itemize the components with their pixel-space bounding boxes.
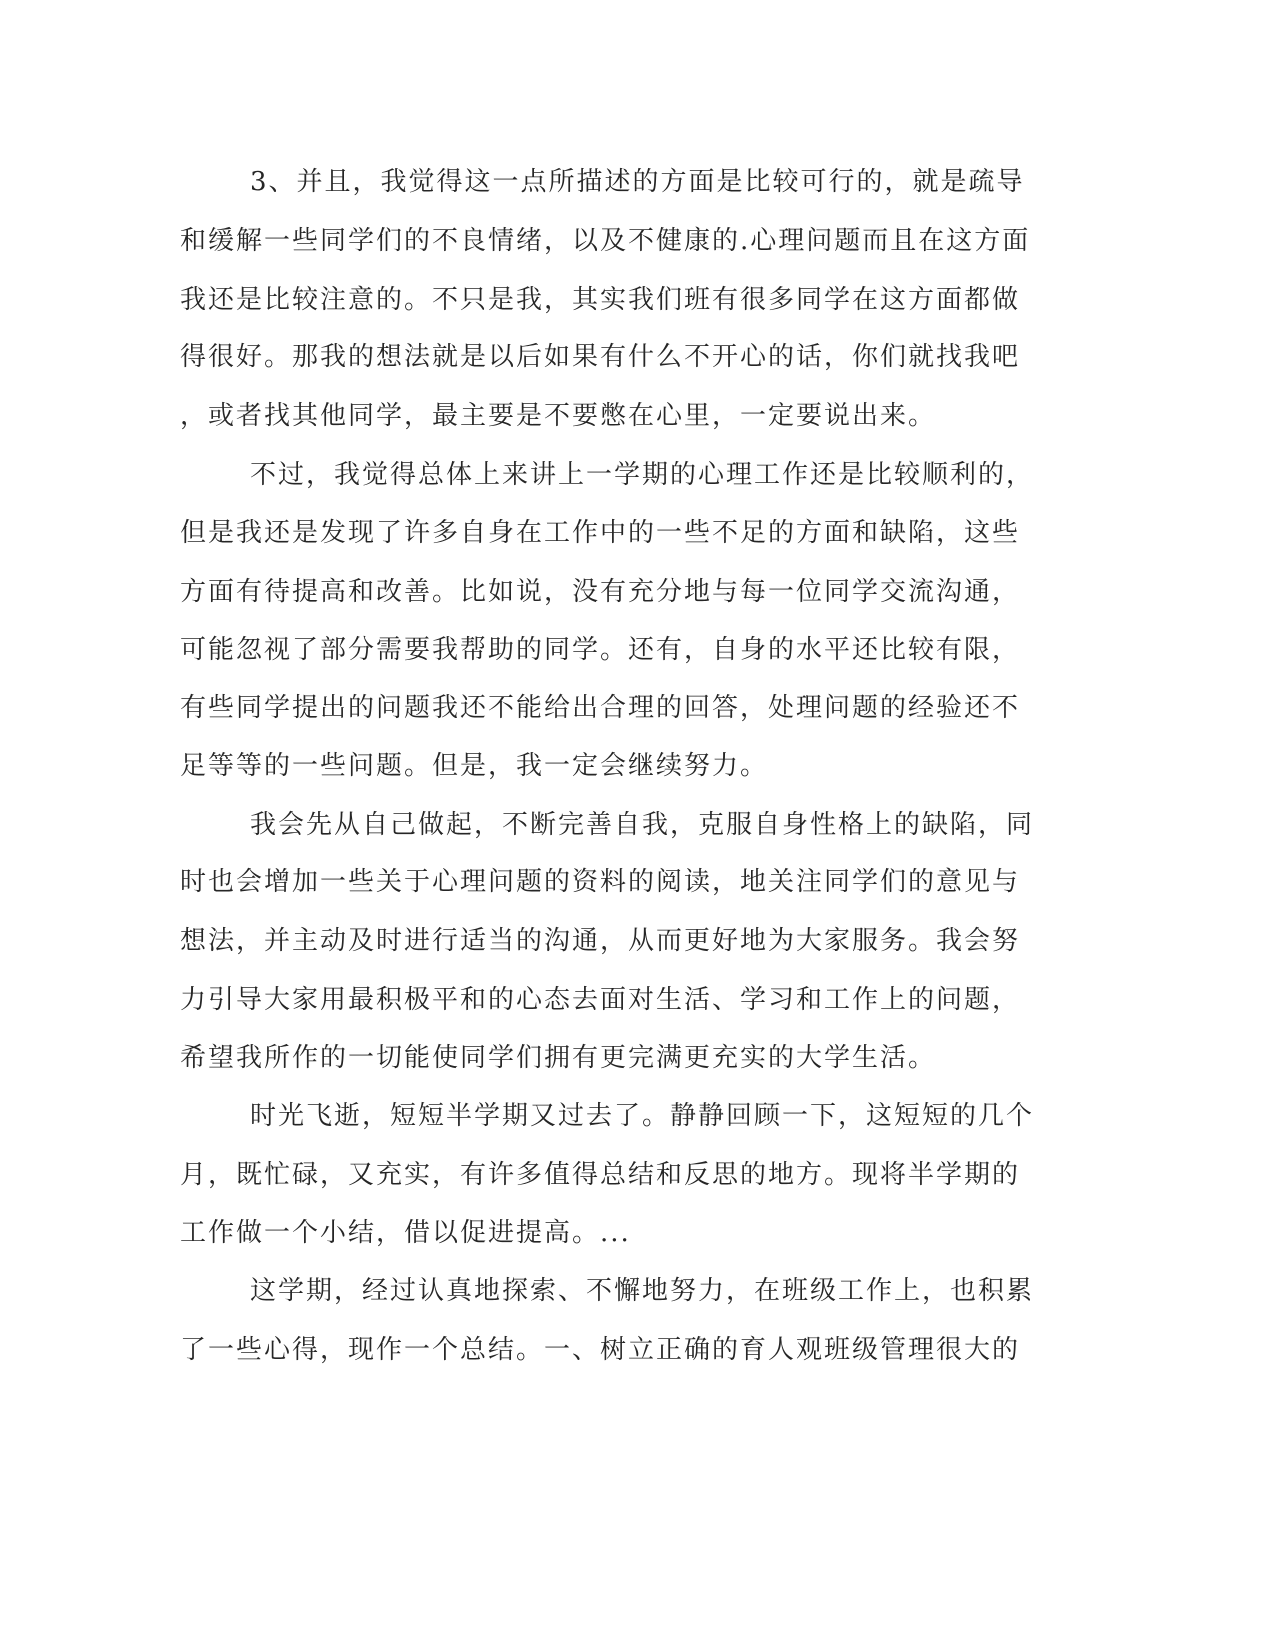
text-line: 这学期，经过认真地探索、不懈地努力，在班级工作上，也积累 <box>250 1276 1035 1306</box>
text-line: ，或者找其他同学，最主要是不要憋在心里，一定要说出来。 <box>180 401 937 431</box>
text-line: 我还是比较注意的。不只是我，其实我们班有很多同学在这方面都做 <box>180 285 1021 315</box>
text-line: 可能忽视了部分需要我帮助的同学。还有，自身的水平还比较有限， <box>180 635 1021 665</box>
text-line: 力引导大家用最积极平和的心态去面对生活、学习和工作上的问题， <box>180 985 1021 1015</box>
text-line: 工作做一个小结，借以促进提高。... <box>180 1218 631 1248</box>
text-line: 时也会增加一些关于心理问题的资料的阅读，地关注同学们的意见与 <box>180 867 1021 897</box>
text-line: 时光飞逝，短短半学期又过去了。静静回顾一下，这短短的几个 <box>250 1101 1035 1131</box>
text-line: 有些同学提出的问题我还不能给出合理的回答，处理问题的经验还不 <box>180 693 1021 723</box>
text-line: 方面有待提高和改善。比如说，没有充分地与每一位同学交流沟通， <box>180 577 1021 607</box>
text-line: 了一些心得，现作一个总结。一、树立正确的育人观班级管理很大的 <box>180 1335 1021 1365</box>
text-line: 我会先从自己做起，不断完善自我，克服自身性格上的缺陷，同 <box>250 810 1035 840</box>
text-line: 得很好。那我的想法就是以后如果有什么不开心的话，你们就找我吧 <box>180 342 1021 372</box>
text-line: 不过，我觉得总体上来讲上一学期的心理工作还是比较顺利的， <box>250 460 1035 490</box>
text-line: 但是我还是发现了许多自身在工作中的一些不足的方面和缺陷，这些 <box>180 518 1021 548</box>
text-line: 3、并且，我觉得这一点所描述的方面是比较可行的，就是疏导 <box>250 167 1025 197</box>
text-line: 月，既忙碌，又充实，有许多值得总结和反思的地方。现将半学期的 <box>180 1160 1021 1190</box>
text-line: 足等等的一些问题。但是，我一定会继续努力。 <box>180 751 769 781</box>
text-line: 和缓解一些同学们的不良情绪，以及不健康的.心理问题而且在这方面 <box>180 226 1031 256</box>
text-line: 想法，并主动及时进行适当的沟通，从而更好地为大家服务。我会努 <box>180 926 1021 956</box>
text-line: 希望我所作的一切能使同学们拥有更完满更充实的大学生活。 <box>180 1043 937 1073</box>
